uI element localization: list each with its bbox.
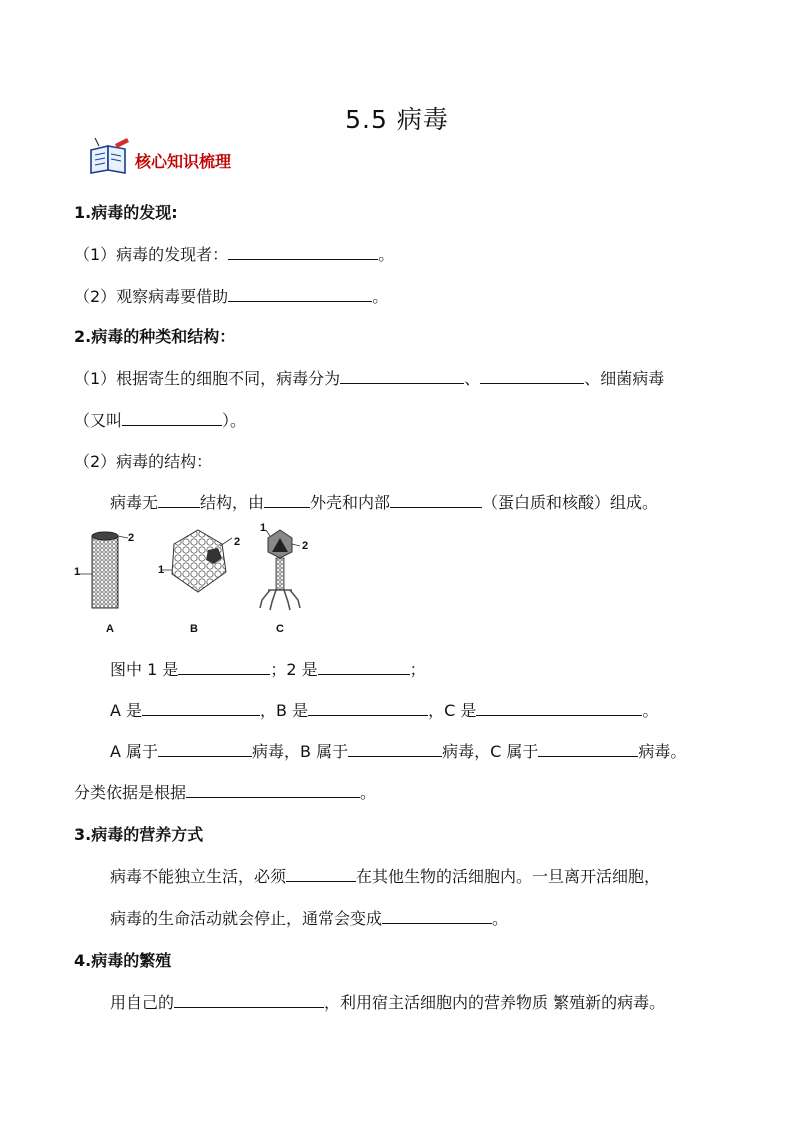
answer-blank[interactable] [348, 740, 442, 757]
s3-l2-a: 病毒的生命活动就会停止，通常会变成 [110, 909, 383, 928]
s2-q1-prefix: （1）根据寄生的细胞不同，病毒分为 [74, 369, 341, 388]
fig-label-a: A [106, 623, 114, 635]
answer-blank[interactable] [228, 285, 372, 302]
section-2-heading: 2.病毒的种类和结构： [74, 327, 236, 346]
s1-question-1 [74, 242, 394, 265]
fig-num-1: 1 [260, 522, 267, 534]
fig-q-prefix: 图中 1 是 [110, 660, 179, 679]
s4-l1-a: 用自己的 [110, 993, 175, 1012]
fig-num-2: 2 [234, 536, 241, 548]
book-icon [87, 136, 131, 180]
section-3-heading: 3.病毒的营养方式 [74, 825, 204, 844]
answer-blank[interactable] [186, 781, 360, 798]
answer-blank[interactable] [158, 491, 200, 508]
answer-blank[interactable] [308, 699, 428, 716]
fig-label-b: B [190, 623, 198, 635]
section-1-heading: 1.病毒的发现: [74, 203, 178, 222]
abc-b: ，B 是 [260, 701, 309, 720]
struct-d: （蛋白质和核酸）组成。 [482, 493, 659, 512]
abc-end: 。 [642, 701, 659, 720]
fig-q-mid: ；2 是 [270, 660, 318, 679]
answer-blank[interactable] [228, 243, 378, 260]
struct-b: 结构，由 [200, 493, 265, 512]
s1-q2-prefix: （2）观察病毒要借助 [74, 287, 229, 306]
section-label: 核心知识梳理 [135, 152, 232, 171]
answer-blank[interactable] [340, 367, 464, 384]
answer-blank[interactable] [476, 699, 642, 716]
s2-question-1b [74, 408, 246, 431]
s2-basis-question [74, 780, 376, 803]
belong-c: 病毒，C 属于 [442, 742, 539, 761]
belong-a: A 属于 [110, 742, 159, 761]
s1-question-2 [74, 284, 388, 307]
fig-label-c: C [276, 623, 284, 635]
fig-num-1: 1 [158, 564, 165, 576]
fig-num-2: 2 [128, 532, 135, 544]
virus-figure [70, 522, 340, 640]
s2-belong-question [110, 739, 686, 762]
page-title: 5.5 病毒 [345, 105, 449, 134]
s1-q1-prefix: （1）病毒的发现者： [74, 245, 229, 264]
s4-line-1 [110, 990, 665, 1013]
s3-l1-b: 在其他生物的活细胞内。一旦离开活细胞， [356, 867, 661, 886]
s3-line-1 [110, 864, 660, 887]
section-4-heading: 4.病毒的繁殖 [74, 951, 172, 970]
s2-q1-suffix: 、细菌病毒 [584, 369, 665, 388]
s2-question-1 [74, 366, 664, 389]
fig-num-1: 1 [74, 566, 81, 578]
s2-question-2: （2）病毒的结构： [74, 452, 213, 471]
s2-q1b-end: ）。 [222, 411, 247, 430]
s2-figure-question [110, 657, 426, 680]
basis-end: 。 [360, 783, 377, 802]
belong-b: 病毒，B 属于 [252, 742, 349, 761]
abc-a: A 是 [110, 701, 143, 720]
answer-blank[interactable] [390, 491, 482, 508]
answer-blank[interactable] [158, 740, 252, 757]
virus-a-icon [78, 532, 128, 608]
answer-blank[interactable] [122, 409, 222, 426]
virus-b-icon [162, 530, 232, 592]
s1-q1-end: 。 [378, 245, 395, 264]
s2-q1b-prefix: （又叫 [74, 411, 123, 430]
struct-c: 外壳和内部 [310, 493, 391, 512]
answer-blank[interactable] [174, 991, 324, 1008]
basis-prefix: 分类依据是根据 [74, 783, 187, 802]
belong-end: 病毒。 [638, 742, 687, 761]
s3-line-2 [110, 906, 508, 929]
fig-num-2: 2 [302, 540, 309, 552]
struct-a: 病毒无 [110, 493, 159, 512]
abc-c: ，C 是 [428, 701, 477, 720]
answer-blank[interactable] [318, 658, 410, 675]
s1-q2-end: 。 [372, 287, 389, 306]
answer-blank[interactable] [538, 740, 638, 757]
answer-blank[interactable] [286, 865, 356, 882]
virus-c-icon [260, 530, 300, 610]
answer-blank[interactable] [382, 907, 492, 924]
answer-blank[interactable] [480, 367, 584, 384]
virus-illustration [70, 522, 340, 622]
s2-structure-line [110, 490, 658, 513]
answer-blank[interactable] [142, 699, 260, 716]
answer-blank[interactable] [178, 658, 270, 675]
s2-abc-question [110, 698, 658, 721]
s3-l1-a: 病毒不能独立生活，必须 [110, 867, 287, 886]
s4-l1-b: ，利用宿主活细胞内的营养物质 繁殖新的病毒。 [324, 993, 666, 1012]
fig-q-end: ； [409, 660, 426, 679]
s2-q1-sep: 、 [464, 369, 481, 388]
s3-l2-end: 。 [492, 909, 509, 928]
answer-blank[interactable] [264, 491, 310, 508]
